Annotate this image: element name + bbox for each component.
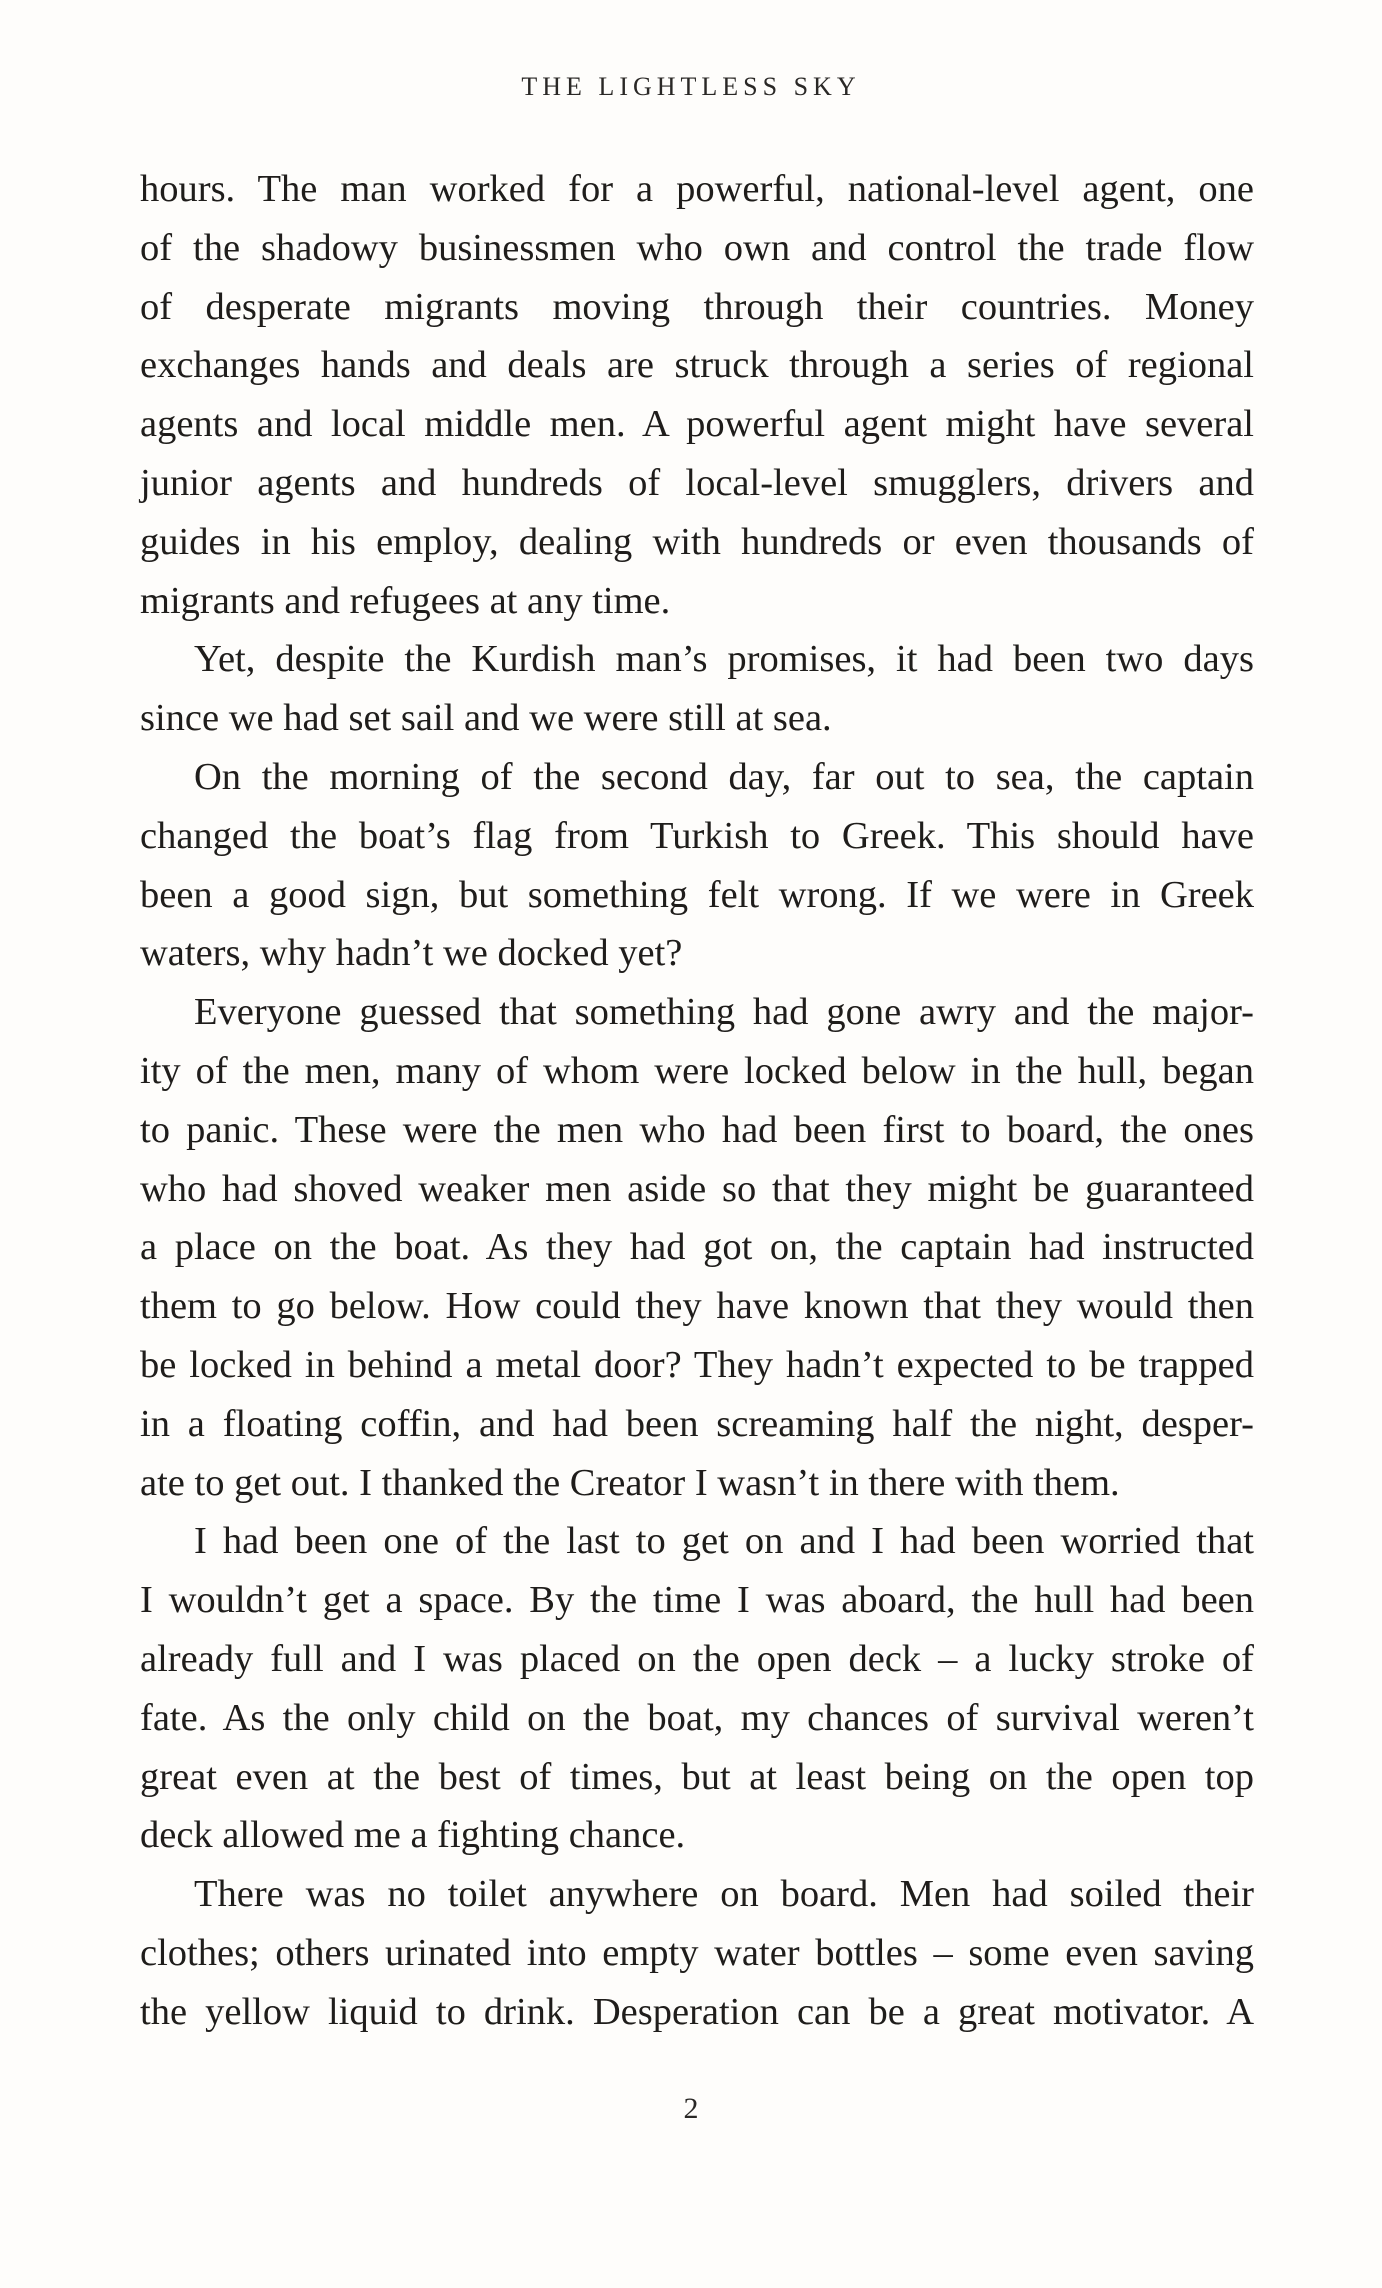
text-line: of desperate migrants moving through their countries. Money [140, 285, 1254, 328]
text-line: great even at the best of times, but at least being on the open top [140, 1755, 1254, 1798]
text-line: changed the boat’s flag from Turkish to Greek. This should have [140, 814, 1254, 857]
text-line: Everyone guessed that something had gone awry and the major- [194, 991, 1254, 1034]
text-line: ate to get out. I thanked the Creator I wasn’t in there with them. [140, 1461, 1120, 1504]
text-line: guides in his employ, dealing with hundreds or even thousands of [140, 520, 1254, 563]
text-line: Yet, despite the Kurdish man’s promises, it had been two days [194, 638, 1254, 681]
paragraph [140, 1865, 1254, 2041]
text-line: in a floating coffin, and had been screaming half the night, desper- [140, 1402, 1254, 1445]
text-line: already full and I was placed on the open deck – a lucky stroke of [140, 1637, 1254, 1680]
text-line: of the shadowy businessmen who own and control the trade flow [140, 226, 1254, 269]
text-line: I wouldn’t get a space. By the time I was aboard, the hull had been [140, 1579, 1254, 1622]
text-line: waters, why hadn’t we docked yet? [140, 932, 683, 975]
paragraph [140, 1512, 1254, 1865]
text-line: agents and local middle men. A powerful agent might have several [140, 403, 1254, 446]
text-line: deck allowed me a fighting chance. [140, 1814, 686, 1857]
text-line: been a good sign, but something felt wrong. If we were in Greek [140, 873, 1254, 916]
text-line: who had shoved weaker men aside so that they might be guaranteed [140, 1167, 1254, 1210]
text-line: migrants and refugees at any time. [140, 579, 671, 622]
text-line: There was no toilet anywhere on board. Men had soiled their [194, 1873, 1254, 1916]
text-line: be locked in behind a metal door? They hadn’t expected to be trapped [140, 1343, 1254, 1386]
text-line: fate. As the only child on the boat, my chances of survival weren’t [140, 1696, 1254, 1739]
text-line: ity of the men, many of whom were locked below in the hull, began [140, 1049, 1254, 1092]
text-line: clothes; others urinated into empty water bottles – some even saving [140, 1931, 1254, 1974]
text-line: exchanges hands and deals are struck through a series of regional [140, 344, 1254, 387]
text-line: them to go below. How could they have known that they would then [140, 1285, 1254, 1328]
body-text [140, 160, 1254, 2042]
text-line: hours. The man worked for a powerful, national-level agent, one [140, 168, 1254, 210]
paragraph [140, 748, 1254, 983]
text-line: since we had set sail and we were still at sea. [140, 697, 832, 740]
text-line: I had been one of the last to get on and I had been worried that [194, 1520, 1254, 1563]
page-number: 2 [683, 2092, 699, 2125]
paragraph [140, 160, 1254, 630]
text-line: junior agents and hundreds of local-level smugglers, drivers and [140, 461, 1254, 504]
paragraph [140, 983, 1254, 1512]
text-line: a place on the boat. As they had got on, the captain had instructed [140, 1226, 1254, 1269]
text-line: the yellow liquid to drink. Desperation can be a great motivator. A [140, 1990, 1254, 2033]
paragraph [140, 630, 1254, 748]
text-line: On the morning of the second day, far out to sea, the captain [194, 755, 1254, 798]
text-line: to panic. These were the men who had been first to board, the ones [140, 1108, 1254, 1151]
running-head: THE LIGHTLESS SKY [521, 72, 861, 101]
